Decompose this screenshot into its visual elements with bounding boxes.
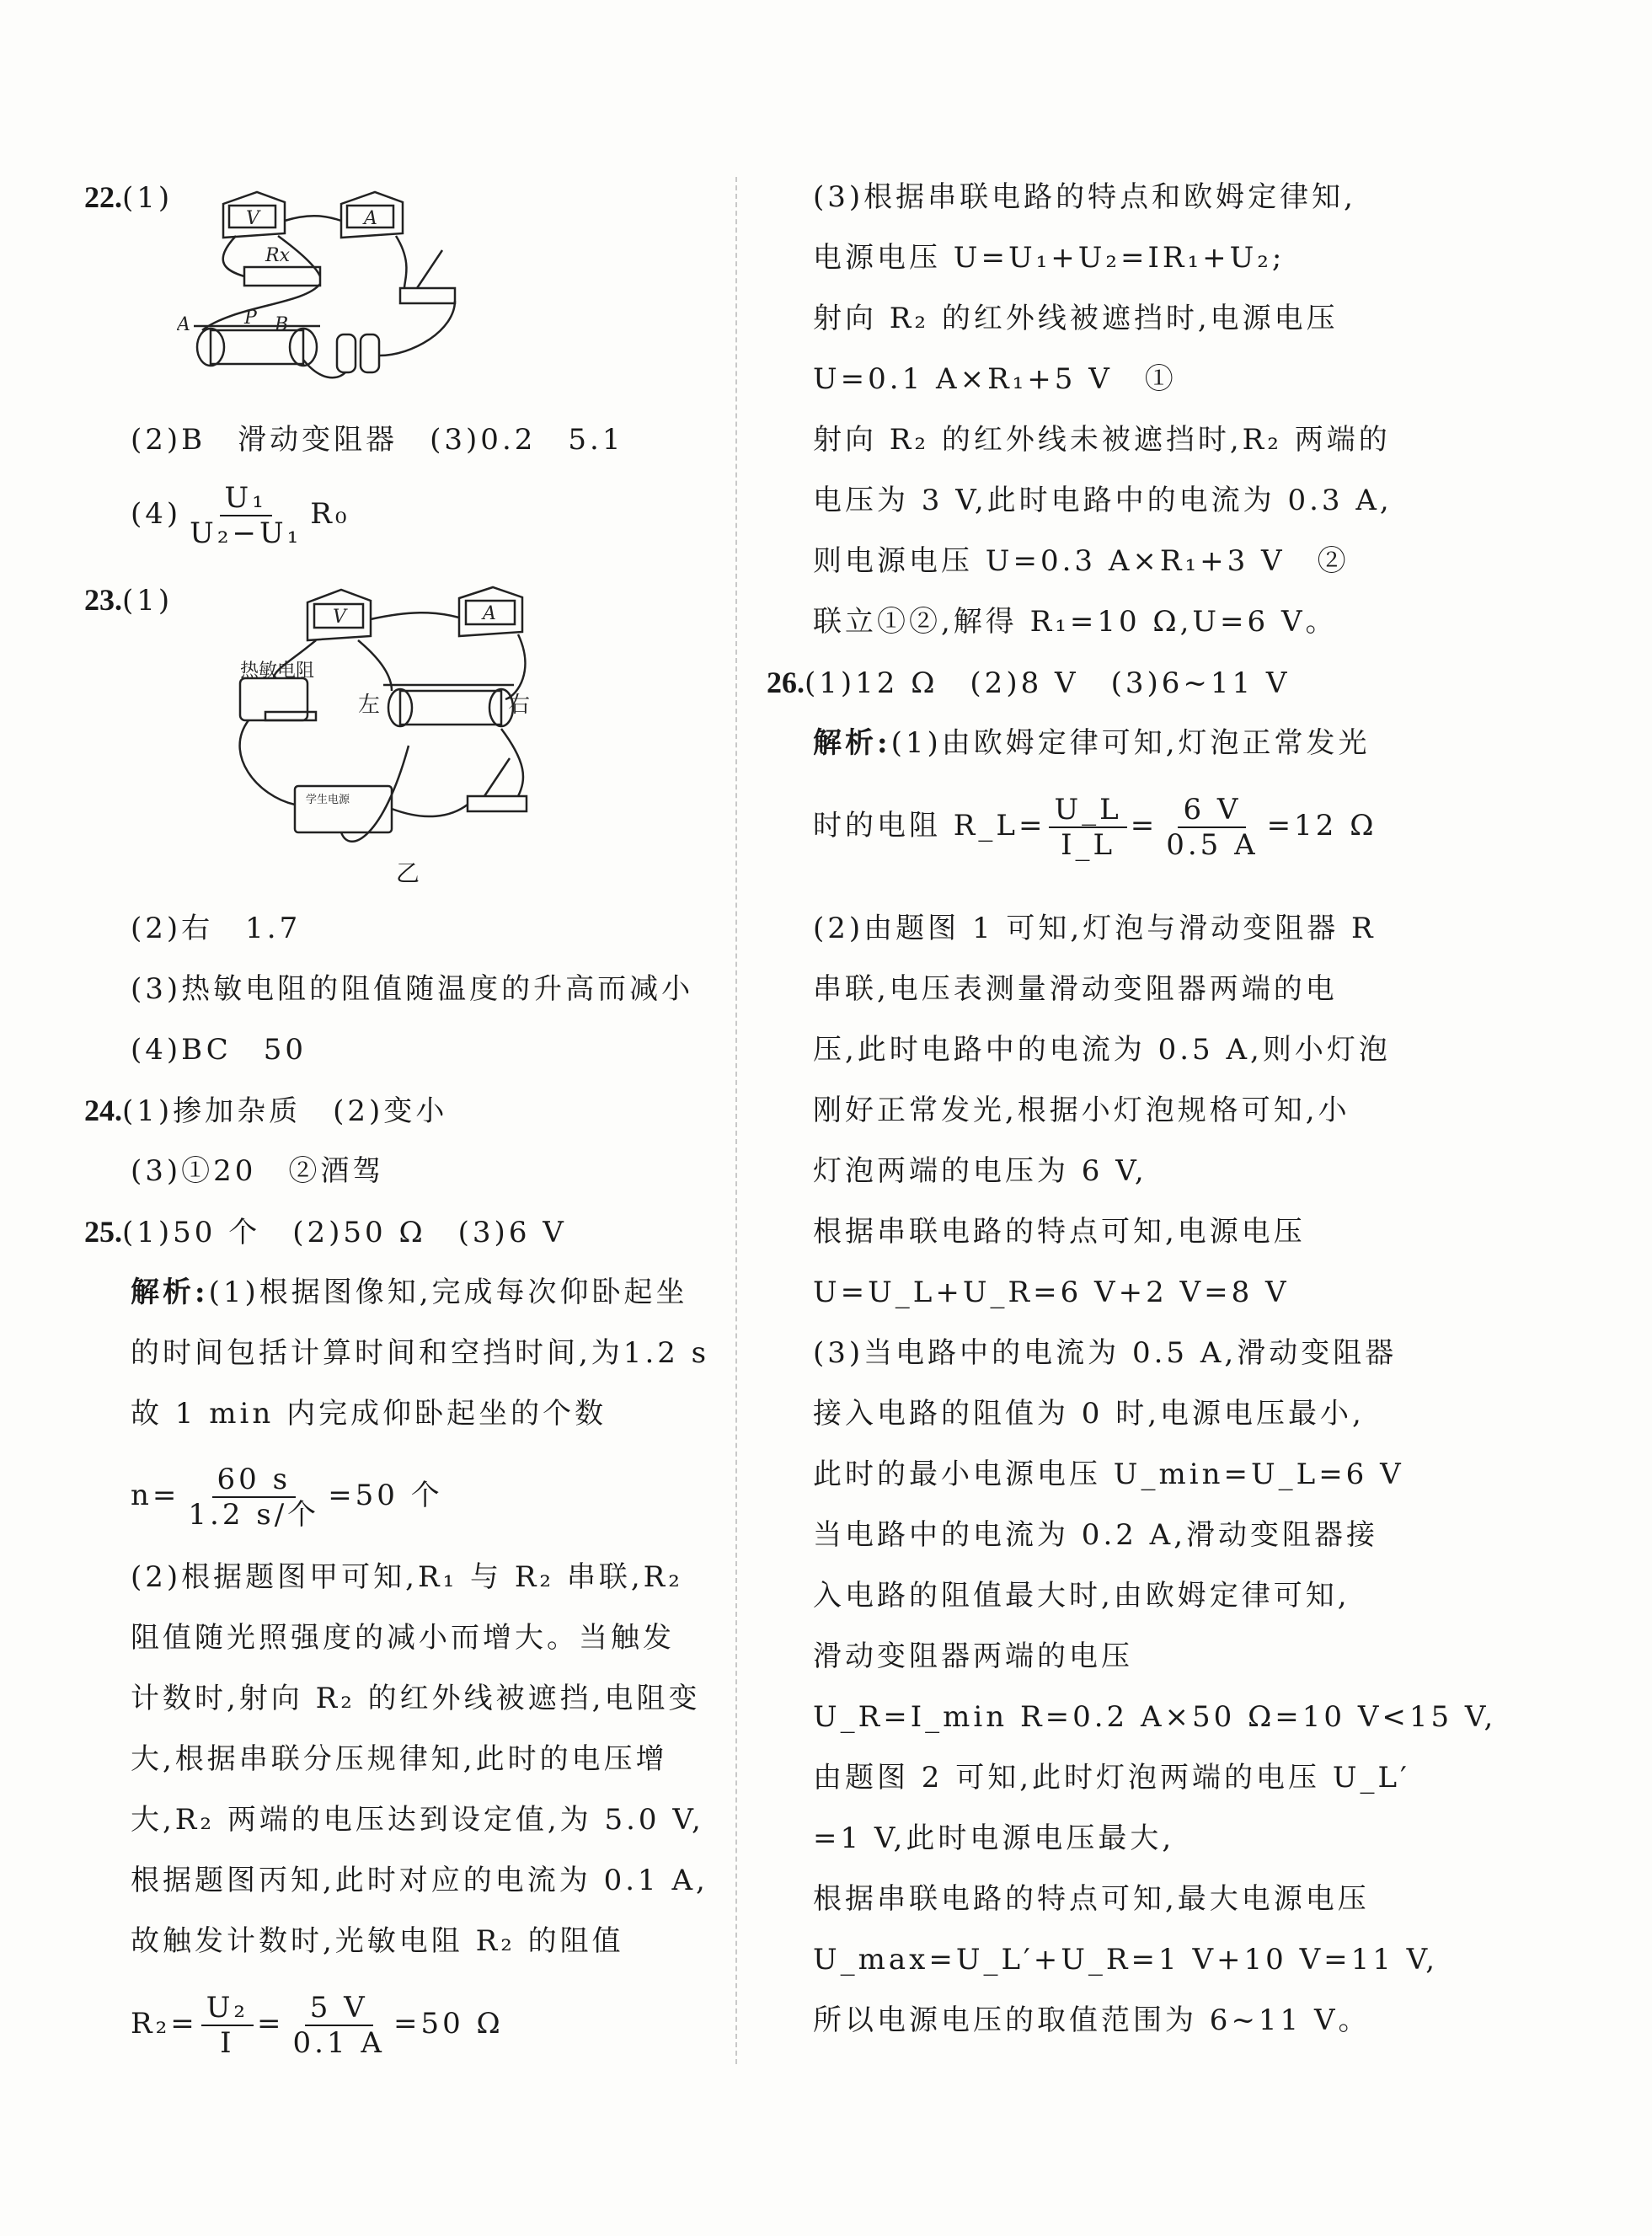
end-a-label: A <box>177 314 190 335</box>
circuit-diagram-23 <box>215 586 552 864</box>
fraction: $\frac{U\_L}{I\_L}$ <box>1049 793 1126 862</box>
fraction: $\frac{\text{U₂}}{I}$ <box>201 1991 254 2060</box>
q22-part4: (4) $\frac{\text{U₁}}{\text{U₂−U₁}}$ R₀ <box>131 481 350 550</box>
power-supply-label: 学生电源 <box>306 794 350 806</box>
q22-part2: (2)B 滑动变阻器 (3)0.2 5.1 <box>131 423 624 457</box>
thermistor-label: 热敏电阻 <box>240 661 315 682</box>
fraction: $\frac{6 V}{0.5 A}$ <box>1166 793 1259 862</box>
answer: (1)12 Ω (2)8 V (3)6~11 V <box>805 666 1291 700</box>
question-number: 26. <box>767 666 805 699</box>
voltmeter-label: V <box>333 607 346 628</box>
voltmeter-label: V <box>246 208 259 229</box>
q23-part4: (4)BC 50 <box>131 1033 307 1067</box>
analysis-label: 解析: <box>131 1276 209 1309</box>
part-label: (1) <box>122 181 174 215</box>
q23-part3: (3)热敏电阻的阻值随温度的升高而减小 <box>131 972 694 1006</box>
formula-r2: R₂= $\frac{\text{U₂}}{I}$ = $\frac{5 V}{0.1 A}$ =50 Ω <box>131 1991 504 2060</box>
ammeter-label: A <box>483 603 496 624</box>
figure-caption: 乙 <box>396 859 420 887</box>
column-divider <box>735 177 737 2064</box>
right-label: 右 <box>508 693 531 718</box>
left-label: 左 <box>358 693 381 718</box>
formula-n: n= $\frac{60 s}{\text{1.2 s/个}}$ =50 个 <box>131 1463 443 1532</box>
fraction: $\frac{60 s}{\text{1.2 s/个}}$ <box>188 1463 320 1532</box>
formula-rl: 时的电阻 R_L= $\frac{U\_L}{I\_L}$ = $\frac{6 V}{0.5 A}$ =12 Ω <box>813 793 1377 862</box>
end-b-label: B <box>275 314 289 335</box>
slider-p-label: P <box>244 308 257 329</box>
q23-part2: (2)右 1.7 <box>131 912 302 945</box>
answer: (1)50 个 (2)50 Ω (3)6 V <box>122 1216 567 1249</box>
part-label: (1) <box>122 584 174 618</box>
circuit-diagram-22 <box>177 187 463 385</box>
question-number: 25. <box>84 1215 122 1249</box>
analysis-label: 解析: <box>813 726 891 760</box>
question-number: 23. <box>84 583 122 617</box>
fraction: $\frac{\text{U₁}}{\text{U₂−U₁}}$ <box>190 481 302 550</box>
ammeter-label: A <box>364 208 377 229</box>
question-number: 24. <box>84 1094 122 1127</box>
rx-label: Rx <box>265 245 290 266</box>
fraction: $\frac{5 V}{0.1 A}$ <box>292 1991 385 2060</box>
question-number: 22. <box>84 180 122 214</box>
